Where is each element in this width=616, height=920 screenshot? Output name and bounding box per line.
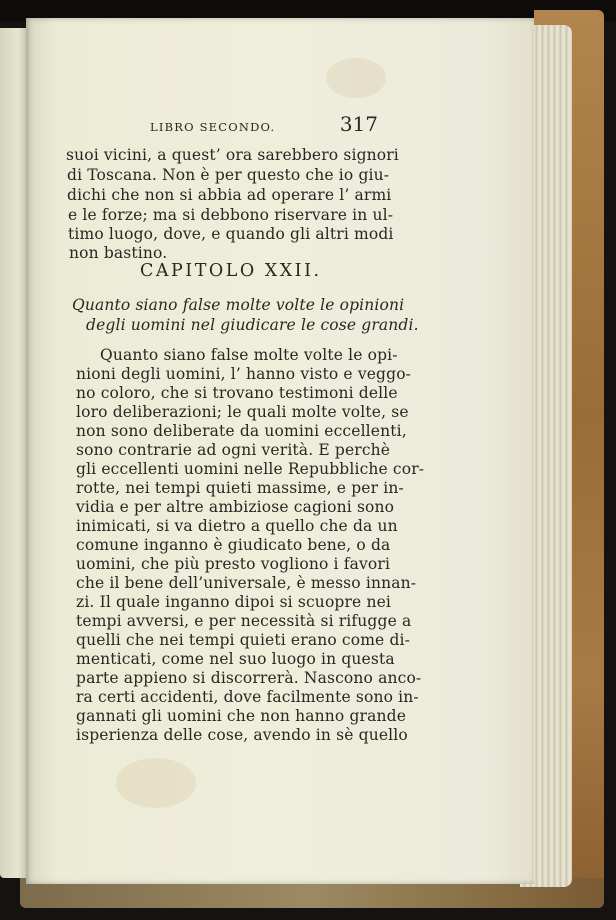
text-line: dichi che non si abbia ad operare l’ armi	[67, 186, 392, 204]
text-line: gannati gli uomini che non hanno grande	[76, 707, 407, 725]
text-line: non sono deliberate da uomini eccellenti,	[76, 422, 407, 440]
facing-page-edge	[0, 28, 26, 878]
text-line: comune inganno è giudicato bene, o da	[76, 536, 391, 554]
chapter-heading: CAPITOLO XXII.	[140, 261, 322, 281]
text-line: tempi avversi, e per necessità si rifugge a	[76, 612, 412, 630]
text-line: inimicati, si va dietro a quello che da un	[76, 517, 398, 535]
text-line: di Toscana. Non è per questo che io giu-	[67, 166, 390, 184]
running-head: LIBRO SECONDO.	[150, 120, 276, 134]
chapter-subtitle-line: Quanto siano false molte volte le opinioni	[72, 296, 405, 314]
foxing-spot	[326, 58, 386, 98]
text-line: gli eccellenti uomini nelle Repubbliche cor-	[76, 460, 425, 478]
text-line: quelli che nei tempi quieti erano come di-	[76, 631, 411, 649]
text-line: non bastino.	[69, 244, 168, 262]
text-line: che il bene dell’universale, è messo innan-	[76, 574, 417, 592]
text-line: Quanto siano false molte volte le opi-	[100, 346, 398, 364]
text-line: loro deliberazioni; le quali molte volte, se	[76, 403, 409, 421]
text-line: e le forze; ma si debbono riservare in ul-	[68, 206, 394, 224]
text-line: suoi vicini, a quest’ ora sarebbero signori	[66, 146, 399, 164]
foxing-spot	[116, 758, 196, 808]
text-line: uomini, che più presto vogliono i favori	[76, 555, 391, 573]
text-line: isperienza delle cose, avendo in sè quello	[76, 726, 408, 744]
chapter-subtitle-line: degli uomini nel giudicare le cose grandi.	[86, 316, 419, 334]
text-line: vidia e per altre ambiziose cagioni sono	[76, 498, 395, 516]
page-number: 317	[339, 112, 378, 136]
text-line: parte appieno si discorrerà. Nascono anco-	[76, 669, 422, 687]
text-line: no coloro, che si trovano testimoni delle	[76, 384, 398, 402]
text-line: timo luogo, dove, e quando gli altri modi	[68, 225, 394, 243]
text-line: nioni degli uomini, l’ hanno visto e veggo-	[76, 365, 412, 383]
text-line: ra certi accidenti, dove facilmente sono in-	[76, 688, 419, 706]
text-line: zi. Il quale inganno dipoi si scuopre nei	[76, 593, 392, 611]
text-line: menticati, come nel suo luogo in questa	[76, 650, 395, 668]
text-line: rotte, nei tempi quieti massime, e per in-	[76, 479, 404, 497]
page-header	[150, 104, 378, 138]
text-line: sono contrarie ad ogni verità. E perchè	[76, 441, 391, 459]
